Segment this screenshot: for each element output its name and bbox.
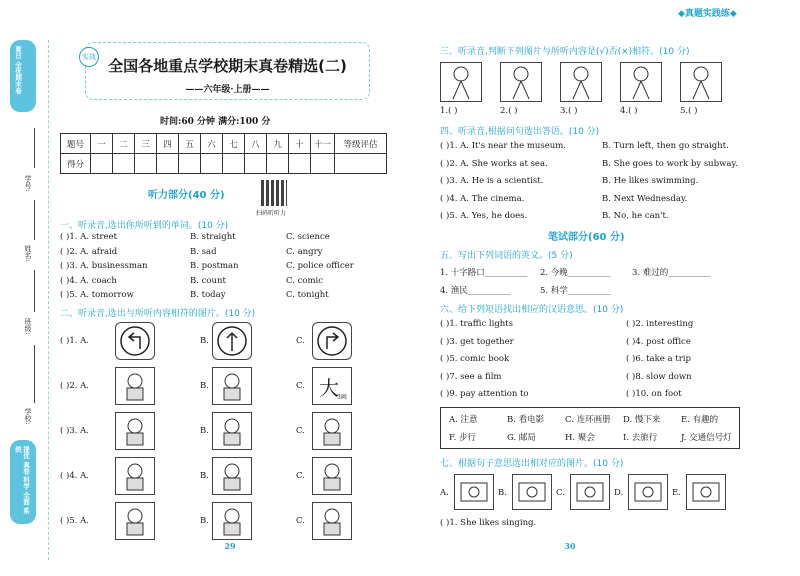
score-cell[interactable] <box>335 154 387 174</box>
field-school: 学校: <box>24 408 32 425</box>
q7-label: C. <box>556 488 565 498</box>
illustration <box>513 475 551 509</box>
illustration <box>313 503 351 539</box>
q2-option-c: C. <box>296 381 305 391</box>
q4-option-b: B. Turn left, then go straight. <box>602 141 729 151</box>
illustration <box>213 458 251 494</box>
score-header-cell: 三 <box>135 134 157 154</box>
illustration <box>441 63 481 101</box>
boy-cycling-icon[interactable] <box>115 457 155 495</box>
right-top-label: ◆真题实践练◆ <box>678 9 737 19</box>
q2-option-c: C. <box>296 426 305 436</box>
side-tab-top <box>10 40 36 112</box>
q3-answer[interactable]: 2.( ) <box>500 106 518 116</box>
field-line[interactable] <box>34 270 35 312</box>
left-margin <box>0 0 50 576</box>
qr-caption: 扫码听听力 <box>256 210 287 217</box>
score-table <box>60 133 387 174</box>
field-line[interactable] <box>34 200 35 240</box>
q4-option-b: B. No, he can't. <box>602 211 669 221</box>
girl-face-icon[interactable] <box>212 367 252 405</box>
book-icon[interactable] <box>686 474 726 510</box>
q3-answer[interactable]: 3.( ) <box>560 106 578 116</box>
suitcase-icon[interactable] <box>312 412 352 450</box>
q7-label: B. <box>498 488 507 498</box>
field-name: 姓名: <box>24 245 32 262</box>
score-cell[interactable] <box>245 154 267 174</box>
illustration <box>213 503 251 539</box>
robot-icon[interactable] <box>212 412 252 450</box>
illustration <box>313 413 351 449</box>
girl-singing-icon[interactable] <box>512 474 552 510</box>
q4-option-a[interactable]: ( )3. A. He is a scientist. <box>440 176 544 186</box>
illustration <box>629 475 667 509</box>
q1-item-number[interactable]: ( )2. A. afraid <box>60 246 118 257</box>
q3-answer[interactable]: 4.( ) <box>620 106 638 116</box>
illustration <box>561 63 601 101</box>
q1-option-c: C. science <box>286 232 330 242</box>
score-cell[interactable] <box>223 154 245 174</box>
family-icon[interactable] <box>620 62 662 102</box>
q4-option-a[interactable]: ( )4. A. The cinema. <box>440 193 525 204</box>
q5-item[interactable]: 1. 十字路口__________ <box>440 268 528 278</box>
q2-option-b: B. <box>200 381 209 391</box>
q5-item[interactable]: 5. 科学__________ <box>540 286 611 296</box>
q5-title: 五、写出下列词语的英文。(5 分) <box>440 251 573 261</box>
q2-option-b: B. <box>200 336 209 346</box>
illustration <box>213 368 251 404</box>
q1-option-c: C. angry <box>286 246 323 257</box>
q6-item[interactable]: ( )6. take a trip <box>626 354 691 364</box>
q2-item-number[interactable]: ( )5. A. <box>60 516 89 526</box>
score-header-cell: 八 <box>245 134 267 154</box>
field-class: 班级: <box>24 318 32 335</box>
illustration <box>116 368 154 404</box>
illustration <box>571 475 609 509</box>
q5-item[interactable]: 2. 今晚__________ <box>540 268 611 278</box>
score-cell[interactable] <box>201 154 223 174</box>
score-header-cell: 等级评估 <box>335 134 387 154</box>
q6-item[interactable]: ( )8. slow down <box>626 371 692 382</box>
q6-option: D. 慢下来 <box>623 415 661 425</box>
q1-option-b: B. count <box>190 275 226 286</box>
house-icon[interactable] <box>312 457 352 495</box>
exam-title-box <box>85 42 370 100</box>
score-cell[interactable] <box>311 154 335 174</box>
q6-option: J. 交通信号灯 <box>681 433 732 443</box>
turn-left-sign-icon[interactable] <box>115 322 155 360</box>
dictionary-character: 大 <box>319 376 339 400</box>
q1-item-number[interactable]: ( )5. A. tomorrow <box>60 290 134 300</box>
side-tab-top-text: 夏日 全优期末卷 <box>14 46 22 94</box>
score-header-cell: 七 <box>223 134 245 154</box>
staircase-icon[interactable] <box>628 474 668 510</box>
score-cell[interactable] <box>179 154 201 174</box>
q4-option-b: B. Next Wednesday. <box>602 193 688 204</box>
q1-option-c: C. police officer <box>286 261 354 271</box>
q7-question[interactable]: ( )1. She likes singing. <box>440 518 537 528</box>
q6-option: G. 邮局 <box>507 433 536 443</box>
trolley-icon[interactable] <box>115 412 155 450</box>
boy-flute-icon[interactable] <box>570 474 610 510</box>
field-line[interactable] <box>34 128 35 168</box>
q4-option-a[interactable]: ( )5. A. Yes, he does. <box>440 211 528 221</box>
score-header-cell: 五 <box>179 134 201 154</box>
score-cell[interactable] <box>157 154 179 174</box>
q3-answer[interactable]: 5.( ) <box>680 106 698 116</box>
q6-option: E. 有趣的 <box>681 415 719 425</box>
score-cell[interactable] <box>91 154 113 174</box>
q6-item[interactable]: ( )10. on foot <box>626 389 682 399</box>
q2-item-number[interactable]: ( )4. A. <box>60 471 89 481</box>
q4-option-a[interactable]: ( )2. A. She works at sea. <box>440 158 548 169</box>
score-header-cell: 六 <box>201 134 223 154</box>
score-header-cell: 十 <box>289 134 311 154</box>
q1-option-b: B. straight <box>190 232 236 242</box>
time-score: 时间:60 分钟 满分:100 分 <box>160 117 271 127</box>
q2-option-c: C. <box>296 516 305 526</box>
q2-item-number[interactable]: ( )2. A. <box>60 381 89 391</box>
q6-item[interactable]: ( )7. see a film <box>440 371 502 382</box>
q6-option: C. 连环画册 <box>565 415 611 425</box>
q6-option: B. 看电影 <box>507 415 545 425</box>
side-tab-bottom <box>10 440 36 524</box>
q1-option-b: B. today <box>190 290 226 300</box>
q5-item[interactable]: 4. 渔民__________ <box>440 286 511 296</box>
arrow-glyph <box>313 323 351 359</box>
postman-icon[interactable] <box>212 502 252 540</box>
q2-option-b: B. <box>200 516 209 526</box>
score-row-label: 得分 <box>61 154 91 174</box>
exam-badge: 实战 <box>79 47 99 67</box>
turn-right-sign-icon[interactable] <box>312 322 352 360</box>
score-header-cell: 一 <box>91 134 113 154</box>
q6-item[interactable]: ( )1. traffic lights <box>440 319 514 329</box>
q4-title: 四、听录音,根据问句选出答语。(10 分) <box>440 127 600 137</box>
q4-option-b: B. She goes to work by subway. <box>602 158 738 169</box>
listening-heading: 听力部分(40 分) <box>148 190 225 201</box>
score-header-label: 题号 <box>61 134 91 154</box>
page-number-left: 29 <box>224 541 236 551</box>
q7-label: A. <box>440 488 449 498</box>
illustration <box>681 63 721 101</box>
boy-face-icon[interactable] <box>115 367 155 405</box>
illustration <box>213 413 251 449</box>
field-student-number: 学号: <box>24 175 32 192</box>
q7-label: E. <box>672 488 681 498</box>
score-cell[interactable] <box>135 154 157 174</box>
illustration <box>687 475 725 509</box>
boy-walking-icon[interactable] <box>212 457 252 495</box>
q2-option-b: B. <box>200 471 209 481</box>
q6-item[interactable]: ( )9. pay attention to <box>440 389 529 399</box>
score-header-cell: 二 <box>113 134 135 154</box>
dictionary-stroke-note: 3画 <box>337 394 347 401</box>
field-line[interactable] <box>34 345 35 403</box>
illustration <box>116 503 154 539</box>
q1-item-number[interactable]: ( )3. A. businessman <box>60 261 148 271</box>
q6-item[interactable]: ( )3. get together <box>440 336 514 347</box>
score-cell[interactable] <box>113 154 135 174</box>
exam-subtitle: ——六年级·上册—— <box>185 85 270 95</box>
boy-sick-icon[interactable] <box>500 62 542 102</box>
q1-item-number[interactable]: ( )1. A. street <box>60 232 118 242</box>
ballet-dancer-icon[interactable] <box>560 62 602 102</box>
score-header-cell: 十一 <box>311 134 335 154</box>
q2-option-c: C. <box>296 336 305 346</box>
q2-title: 二、听录音,选出与所听内容相符的图片。(10 分) <box>60 309 256 319</box>
q6-item[interactable]: ( )4. post office <box>626 336 691 347</box>
dictionary-icon[interactable] <box>312 367 352 405</box>
illustration <box>116 458 154 494</box>
envelope-icon[interactable] <box>454 474 494 510</box>
q3-answer[interactable]: 1.( ) <box>440 106 458 116</box>
arrow-glyph <box>213 323 251 359</box>
q1-option-b: B. sad <box>190 246 217 257</box>
qr-code[interactable] <box>261 180 287 206</box>
q6-option: H. 聚会 <box>565 433 595 443</box>
q4-option-a[interactable]: ( )1. A. It's near the museum. <box>440 141 566 151</box>
writing-heading: 笔试部分(60 分) <box>548 232 625 243</box>
arrow-glyph <box>116 323 154 359</box>
q6-option: F. 步行 <box>449 433 476 443</box>
kid-baseball-icon[interactable] <box>440 62 482 102</box>
q1-option-b: B. postman <box>190 261 239 271</box>
score-header-cell: 九 <box>267 134 289 154</box>
score-cell[interactable] <box>267 154 289 174</box>
score-header-cell: 四 <box>157 134 179 154</box>
binding-line <box>48 40 49 560</box>
q1-item-number[interactable]: ( )4. A. coach <box>60 275 117 286</box>
q1-title: 一、听录音,选出你所听到的单词。(10 分) <box>60 221 229 231</box>
q7-label: D. <box>614 488 624 498</box>
exam-title: 全国各地重点学校期末真卷精选(二) <box>108 57 347 75</box>
building-icon[interactable] <box>680 62 722 102</box>
q1-option-c: C. comic <box>286 275 324 286</box>
post-office-icon[interactable] <box>312 502 352 540</box>
q2-option-b: B. <box>200 426 209 436</box>
q5-item[interactable]: 3. 难过的__________ <box>632 268 711 278</box>
side-tab-bottom-text: 提优 真卷 科学 全面 系统 <box>14 446 30 514</box>
q2-item-number[interactable]: ( )1. A. <box>60 336 89 346</box>
q6-title: 六、给下列短语找出相应的汉语意思。(10 分) <box>440 305 624 315</box>
illustration <box>313 458 351 494</box>
q4-option-b: B. He likes swimming. <box>602 176 699 186</box>
q6-option: A. 注意 <box>449 415 478 425</box>
illustration <box>621 63 661 101</box>
shop-building-icon[interactable] <box>115 502 155 540</box>
page-number-right: 30 <box>564 541 576 551</box>
q1-option-c: C. tonight <box>286 290 329 300</box>
illustration <box>501 63 541 101</box>
q3-title: 三、听录音,判断下列图片与所听内容是(√)否(×)相符。(10 分) <box>440 47 690 57</box>
score-cell[interactable] <box>289 154 311 174</box>
q6-item[interactable]: ( )2. interesting <box>626 319 694 329</box>
q6-option: I. 去旅行 <box>623 433 658 443</box>
q6-item[interactable]: ( )5. comic book <box>440 354 510 364</box>
illustration <box>455 475 493 509</box>
q7-title: 七、根据句子意思选出相对应的图片。(10 分) <box>440 459 624 469</box>
q2-option-c: C. <box>296 471 305 481</box>
q6-options-box <box>440 407 740 449</box>
q2-item-number[interactable]: ( )3. A. <box>60 426 89 436</box>
illustration <box>116 413 154 449</box>
straight-sign-icon[interactable] <box>212 322 252 360</box>
